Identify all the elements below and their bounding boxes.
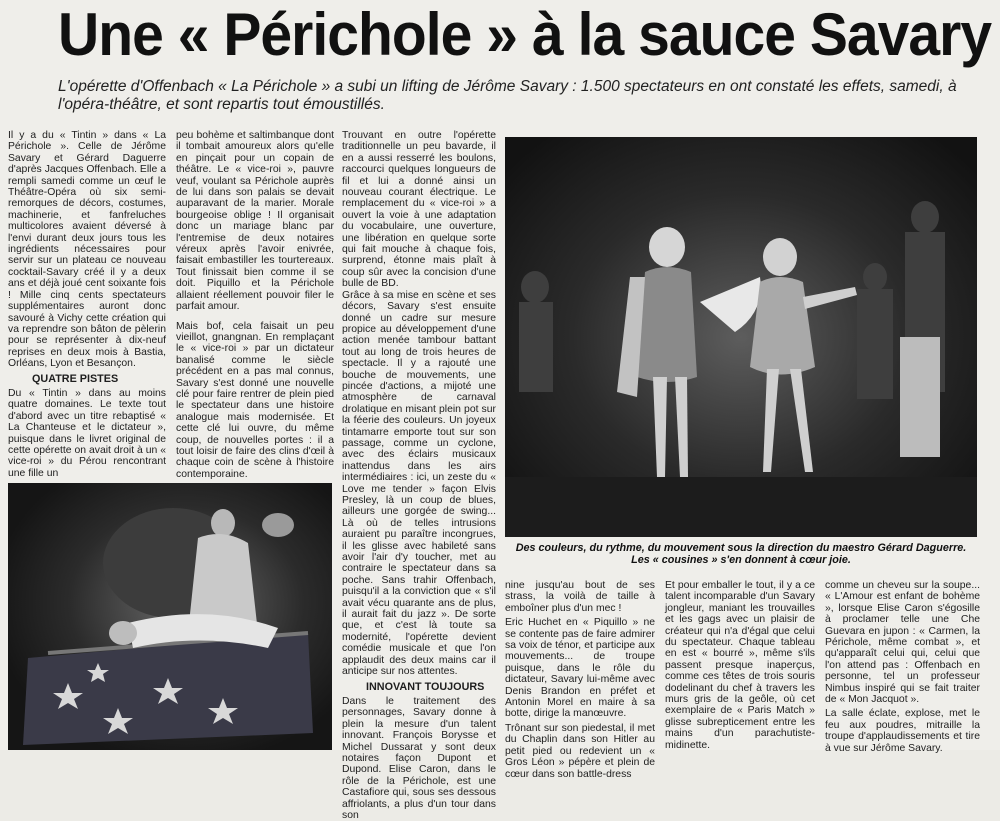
paragraph: La salle éclate, explose, met le feu aux poudres, mitraille la troupe d'applaudissements et tire à vue sur Jérôme Savary.: [825, 708, 980, 754]
paragraph: Grâce à sa mise en scène et ses décors, Savary s'est ensuite donné un cadre sur mesure propice au développement d'une action menée tambour battant tout au long de trois heures de spectacle. Il y a rajouté une bouche de mouvements, une pincée d'actions, a mijoté une atmosphère de carnaval drolatique en misant plein pot sur la féerie des couleurs. Un joyeux tintamarre emporte tout sur son passage, comme un cyclone, avec des éclairs musicaux inattendus dans les airs intermédiaires : ici, un zeste du « Love me tender » façon Elvis Presley, là un coup de blues, ailleurs une gorgée de swing... Là où de telles intrusions auraient pu paraître incongrues, il les glisse avec habileté sans avoir l'air d'y toucher, met au contraire le spectateur dans sa poche. Sans trahir Offenbach, puisqu'il a la conviction que « s'il avait vécu quarante ans de plus, il aurait fait du jazz ». De sorte que, et c'est là toute sa modernité, l'opérette devient comédie musicale et que l'on applaudit des deux mains car il anticipe sur nos attentes.: [342, 289, 496, 678]
article-column-5: [665, 580, 815, 750]
paragraph: Du « Tintin » dans au moins quatre domaines. Le texte tout d'abord avec un titre rebaptisé « La Chanteuse et le dictateur », puisque dans le livret original de cette opérette on avait droit à un « vice-roi » du Pérou rencontrant une fille un: [8, 387, 166, 479]
article-column-4: [505, 580, 655, 780]
paragraph: Eric Huchet en « Piquillo » ne se contente pas de faire admirer sa voix de ténor, et participe aux mouvements... de troupe puisque, dans le rôle du dictateur, Savary lui-même avec Denis Brandon en préfet et Antonin Morel en maire à sa botte, dirige la manœuvre.: [505, 617, 655, 720]
stage-photo-left: [8, 483, 332, 750]
paragraph: peu bohème et saltimbanque dont il tombait amoureux alors qu'elle en pinçait pour un copain de théâtre. Le « vice-roi », pauvre veuf, voulant sa Périchole auprès de lui dans son palais se devait auparavant de la marier. Morale bourgeoise oblige ! Il organisait donc un mariage blanc par l'entremise de deux notaires véreux après l'avoir enivrée, faisait embastiller les tourtereaux. Tout finissait bien comme il se doit. Piquillo et la Périchole allaient réellement pouvoir filer le parfait amour.: [176, 130, 334, 313]
paragraph: comme un cheveu sur la soupe... « L'Amour est enfant de bohème », lorsque Elise Caron s'égosille à proclamer telle une Che Guevara en jupon : « Carmen, la Périchole, même combat », et qu'apparaît celui qui, celui que l'on attend pas : Offenbach en personne, tel un professeur Nimbus inspiré qui se fait traiter de « Mon Jacquot ».: [825, 580, 980, 706]
subheading: INNOVANT TOUJOURS: [366, 680, 485, 693]
paragraph: Dans le traitement des personnages, Savary donne à plein la mesure d'un talent innovant. François Borysse et Michel Dussarat y sont deux notaires façon Dupont et Dupond. Elise Caron, dans le rôle de la Périchole, est une Castafiore qui, sous ses dessous affriolants, a plus d'un tour dans son: [342, 695, 496, 821]
article-column-2: [176, 130, 334, 480]
article-column-6: [825, 580, 980, 754]
paragraph: Trônant sur son piedestal, il met du Chaplin dans son Hitler au petit pied ou redevient un « Gros Léon » pépère et plein de cœur dans son battle-dress: [505, 722, 655, 780]
article-column-3: [342, 130, 496, 821]
stage-photo-main-image: [505, 137, 977, 537]
lede: L'opérette d'Offenbach « La Périchole » a subi un lifting de Jérôme Savary : 1.500 spectateurs en ont constaté les effets, samedi, à l'opéra-théâtre, et sont repartis tout émoustillés.: [58, 78, 957, 113]
article-column-1: [8, 130, 166, 480]
subheading: QUATRE PISTES: [32, 372, 119, 385]
paragraph: Mais bof, cela faisait un peu vieillot, gnangnan. En remplaçant le « vice-roi » par un dictateur banalisé comme le siècle précédent en a pas mal connus, Savary s'est donné une nouvelle clé pour faire rentrer de plein pied le spectateur dans une histoire analogue mais modernisée. Et cette clé lui ouvre, du même coup, de nouvelles portes : il a tout loisir de faire des clins d'œil à chaque coin de scène à l'histoire contemporaine.: [176, 320, 334, 480]
photo-caption: Des couleurs, du rythme, du mouvement sous la direction du maestro Gérard Daguerre. Les « cousines » s'en donnent à cœur joie.: [515, 542, 967, 566]
stage-photo-left-image: [8, 483, 332, 750]
headline: Une « Périchole » à la sauce Savary: [58, 1, 992, 68]
paragraph: Trouvant en outre l'opérette traditionnelle un peu bavarde, il en a aussi resserré les boulons, raccourci quelques longueurs de fil et lui a donné ainsi un nouveau courant électrique. Le remplacement du « vice-roi » a ouvert la voie à une adaptation du vocabulaire, une ouverture, une libération en quelque sorte qui fait mouche à chaque fois, surprend, étonne mais plaît à coup sûr avec la concision d'une bulle de BD.: [342, 130, 496, 290]
stage-photo-main: [505, 137, 977, 537]
paragraph: Il y a du « Tintin » dans « La Périchole ». Celle de Jérôme Savary et Gérard Daguerre d'après Jacques Offenbach. Elle a rempli samedi comme un œuf le Théâtre-Opéra où six semi-remorques de décors, costumes, machinerie, et fanfreluches multicolores avaient déversé à l'envi durant deux jours tous les ingrédients nécessaires pour servir sur un plateau ce nouveau cocktail-Savary créé il y a deux ans et déjà joué cent soixante fois ! Mille cinq cents spectateurs supplémentaires auront donc savouré à Vichy cette création qui va reprendre son bâton de pèlerin pour se représenter à dix-neuf reprises en deux mois à Bastia, Orléans, Lyon et Besançon.: [8, 130, 166, 370]
paragraph: nine jusqu'au bout de ses strass, la voilà de taille à emboîner plus d'un mec !: [505, 580, 655, 614]
paragraph: Et pour emballer le tout, il y a ce talent incomparable d'un Savary jongleur, maniant les trouvailles et les gags avec un plaisir de créateur qui n'a d'égal que celui du spectateur. Chaque tableau en est « bourré », même s'ils passent presque inaperçus, comme ces têtes de trois souris dodelinant du chef à travers les murs gris de la geôle, où cet exemplaire de « Paris Match » glisse subrepticement entre les mains d'un parachutiste-midinette.: [665, 580, 815, 751]
